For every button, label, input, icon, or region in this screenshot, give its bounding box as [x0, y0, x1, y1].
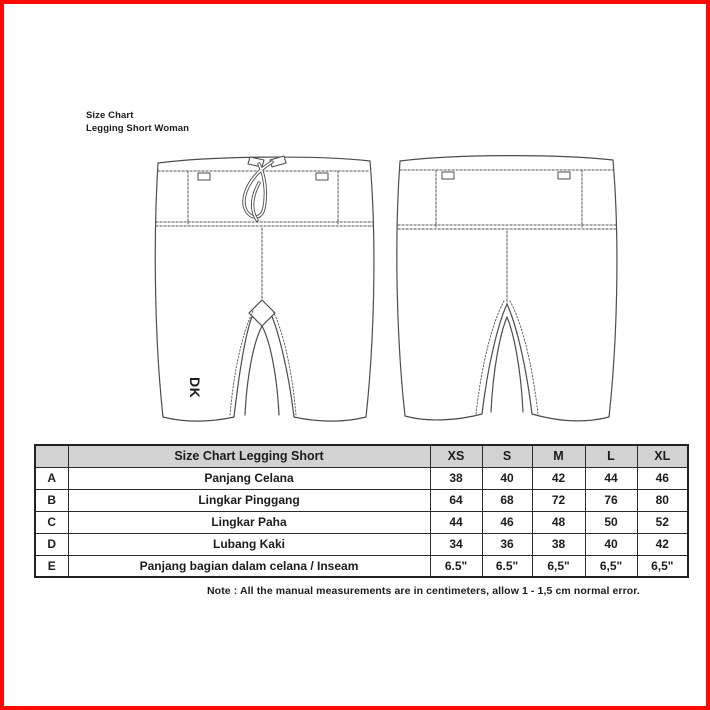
cell: 38 [430, 467, 482, 489]
cell: 38 [532, 533, 585, 555]
cell: 6.5" [430, 555, 482, 577]
cell: 6,5" [532, 555, 585, 577]
cell: 48 [532, 511, 585, 533]
size-col-m: M [532, 445, 585, 467]
cell: 40 [482, 467, 532, 489]
table-title: Size Chart Legging Short [68, 445, 430, 467]
cell: 80 [637, 489, 688, 511]
row-label: Lingkar Paha [68, 511, 430, 533]
back-view [397, 156, 617, 421]
row-label: Panjang Celana [68, 467, 430, 489]
cell: 72 [532, 489, 585, 511]
cell: 6,5" [585, 555, 637, 577]
cell: 50 [585, 511, 637, 533]
table-row [35, 533, 688, 555]
front-view [155, 156, 374, 421]
title-line-2: Legging Short Woman [86, 122, 190, 134]
row-label: Lingkar Pinggang [68, 489, 430, 511]
title-line-1: Size Chart [86, 110, 134, 121]
cell: 64 [430, 489, 482, 511]
measurement-note: Note : All the manual measurements are in centimeters, allow 1 - 1,5 cm normal error. [207, 585, 640, 597]
cell: 46 [482, 511, 532, 533]
cell: 44 [430, 511, 482, 533]
size-col-xl: XL [637, 445, 688, 467]
size-col-l: L [585, 445, 637, 467]
corner-cell [35, 445, 68, 467]
size-chart-table [34, 444, 689, 578]
legging-shorts-sketch [144, 147, 694, 440]
size-col-xs: XS [430, 445, 482, 467]
row-label: Panjang bagian dalam celana / Inseam [68, 555, 430, 577]
cell: 42 [532, 467, 585, 489]
brand-logo: DK [187, 377, 203, 399]
cell: 6.5" [482, 555, 532, 577]
cell: 68 [482, 489, 532, 511]
table-row [35, 511, 688, 533]
table-row [35, 467, 688, 489]
size-col-s: S [482, 445, 532, 467]
cell: 40 [585, 533, 637, 555]
cell: 36 [482, 533, 532, 555]
row-key: C [35, 511, 68, 533]
page-title [86, 110, 189, 135]
row-label: Lubang Kaki [68, 533, 430, 555]
row-key: B [35, 489, 68, 511]
cell: 44 [585, 467, 637, 489]
cell: 52 [637, 511, 688, 533]
cell: 76 [585, 489, 637, 511]
table-header-row [35, 445, 688, 467]
cell: 34 [430, 533, 482, 555]
cell: 42 [637, 533, 688, 555]
row-key: A [35, 467, 68, 489]
row-key: E [35, 555, 68, 577]
row-key: D [35, 533, 68, 555]
table-row [35, 489, 688, 511]
cell: 46 [637, 467, 688, 489]
table-row [35, 555, 688, 577]
cell: 6,5" [637, 555, 688, 577]
